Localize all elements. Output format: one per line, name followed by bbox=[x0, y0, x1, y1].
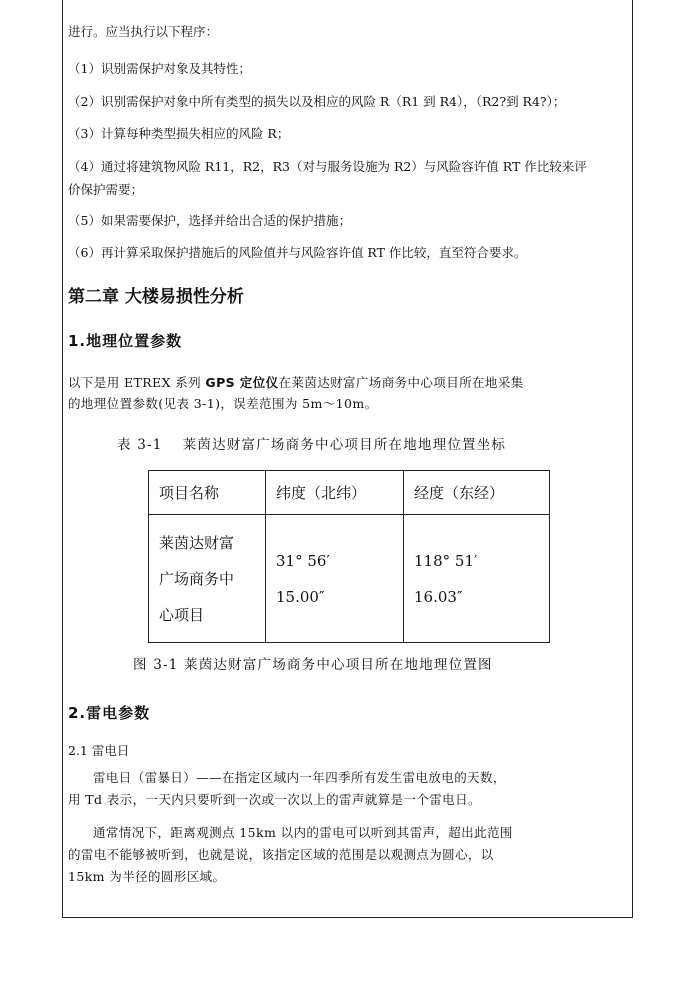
section1-para-line2: 的地理位置参数(见表 3-1)，误差范围为 5m～10m。 bbox=[68, 396, 378, 411]
section1-heading: 1.地理位置参数 bbox=[68, 332, 183, 350]
header-name: 项目名称 bbox=[149, 471, 266, 515]
para1-line1: 雷电日（雷暴日）——在指定区域内一年四季所有发生雷电放电的天数， bbox=[93, 770, 506, 785]
section2-subheading: 2.1 雷电日 bbox=[68, 743, 130, 758]
cell-project-name: 莱茵达财富 广场商务中 心项目 bbox=[149, 515, 266, 643]
figure-caption: 图 3-1 莱茵达财富广场商务中心项目所在地地理位置图 bbox=[133, 657, 493, 673]
para2-line3: 15km 为半径的圆形区域。 bbox=[68, 869, 226, 884]
intro-line: 进行。应当执行以下程序： bbox=[68, 24, 219, 39]
header-latitude: 纬度（北纬） bbox=[266, 471, 404, 515]
step-1: （1）识别需保护对象及其特性； bbox=[68, 61, 251, 76]
para1-line2: 用 Td 表示，一天内只要听到一次或一次以上的雷声就算是一个雷电日。 bbox=[68, 792, 481, 807]
cell-latitude: 31° 56′ 15.00″ bbox=[266, 515, 404, 643]
table-header-row bbox=[149, 471, 550, 515]
step-4-cont: 价保护需要； bbox=[68, 182, 144, 197]
step-4: （4）通过将建筑物风险 R11，R2，R3（对与服务设施为 R2）与风险容许值 RT 作比较来评 bbox=[68, 159, 587, 174]
chapter-title: 第二章 大楼易损性分析 bbox=[68, 287, 244, 307]
header-longitude: 经度（东经） bbox=[404, 471, 550, 515]
step-5: （5）如果需要保护，选择并给出合适的保护措施； bbox=[68, 213, 351, 228]
step-6: （6）再计算采取保护措施后的风险值并与风险容许值 RT 作比较，直至符合要求。 bbox=[68, 245, 527, 260]
para2-line1: 通常情况下，距离观测点 15km 以内的雷电可以听到其雷声，超出此范围 bbox=[93, 825, 513, 840]
para2-line2: 的雷电不能够被听到，也就是说，该指定区域的范围是以观测点为圆心，以 bbox=[68, 847, 494, 862]
table-row bbox=[149, 515, 550, 643]
location-table bbox=[148, 470, 550, 643]
step-3: （3）计算每种类型损失相应的风险 R； bbox=[68, 126, 290, 141]
section2-heading: 2.雷电参数 bbox=[68, 704, 151, 722]
table-caption: 表 3-1 莱茵达财富广场商务中心项目所在地地理位置坐标 bbox=[117, 437, 507, 453]
section1-para-line1: 以下是用 ETREX 系列 GPS 定位仪在莱茵达财富广场商务中心项目所在地采集 bbox=[68, 375, 524, 390]
step-2: （2）识别需保护对象中所有类型的损失以及相应的风险 R（R1 到 R4），（R2?到 R4?）； bbox=[68, 94, 566, 109]
cell-longitude: 118° 51′ 16.03″ bbox=[404, 515, 550, 643]
gps-device-text: GPS 定位仪 bbox=[205, 375, 279, 390]
